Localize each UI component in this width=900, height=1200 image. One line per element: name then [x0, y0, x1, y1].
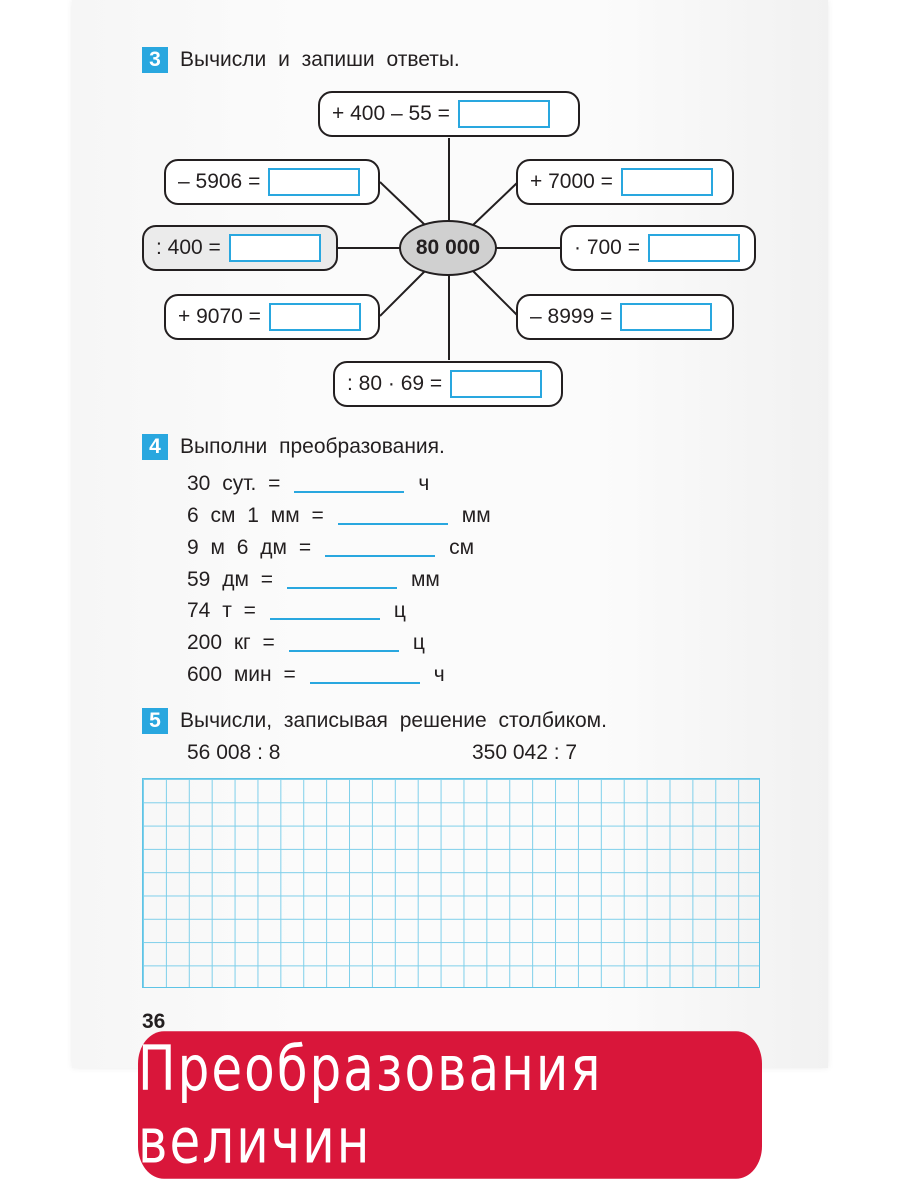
answer-blank[interactable]: [325, 539, 435, 557]
answer-input[interactable]: [621, 168, 713, 196]
task-title: Выполни преобразования.: [180, 435, 445, 458]
expression-2: 350 042 : 7: [472, 741, 578, 764]
task-number: 3: [142, 47, 168, 73]
conversion-row: 30 сут. = ч: [187, 472, 430, 495]
op-left: : 400 =: [142, 225, 338, 271]
banner-title: Преобразования величин: [138, 1031, 762, 1179]
answer-blank[interactable]: [310, 666, 420, 684]
answer-blank[interactable]: [294, 475, 404, 493]
conversion-row: 59 дм = мм: [187, 568, 440, 591]
conversion-row: 9 м 6 дм = см: [187, 536, 475, 559]
answer-input[interactable]: [269, 303, 361, 331]
task-title: Вычисли и запиши ответы.: [180, 48, 460, 71]
conversion-row: 600 мин = ч: [187, 663, 445, 686]
answer-input[interactable]: [458, 100, 550, 128]
task-title: Вычисли, записывая решение столбиком.: [180, 709, 607, 732]
answer-blank[interactable]: [287, 571, 397, 589]
task-number: 5: [142, 708, 168, 734]
conversion-row: 6 см 1 мм = мм: [187, 504, 491, 527]
answer-blank[interactable]: [289, 634, 399, 652]
task5-header: [142, 708, 607, 734]
answer-input[interactable]: [268, 168, 360, 196]
grid-work-area[interactable]: [142, 778, 760, 988]
op-upper-right: + 7000 =: [516, 159, 734, 205]
answer-input[interactable]: [648, 234, 740, 262]
answer-input[interactable]: [450, 370, 542, 398]
op-bottom: : 80 · 69 =: [333, 361, 563, 407]
expression-1: 56 008 : 8: [187, 741, 281, 764]
op-right: · 700 =: [560, 225, 756, 271]
op-top: + 400 – 55 =: [318, 91, 580, 137]
answer-blank[interactable]: [270, 602, 380, 620]
page-number: 36: [142, 1010, 166, 1033]
center-number: 80 000: [399, 220, 497, 276]
op-lower-right: – 8999 =: [516, 294, 734, 340]
op-lower-left: + 9070 =: [164, 294, 380, 340]
answer-input[interactable]: [620, 303, 712, 331]
task-number: 4: [142, 434, 168, 460]
answer-input[interactable]: [229, 234, 321, 262]
task4-header: [142, 434, 445, 460]
op-upper-left: – 5906 =: [164, 159, 380, 205]
conversion-row: 74 т = ц: [187, 599, 406, 622]
conversion-row: 200 кг = ц: [187, 631, 425, 654]
answer-blank[interactable]: [338, 507, 448, 525]
